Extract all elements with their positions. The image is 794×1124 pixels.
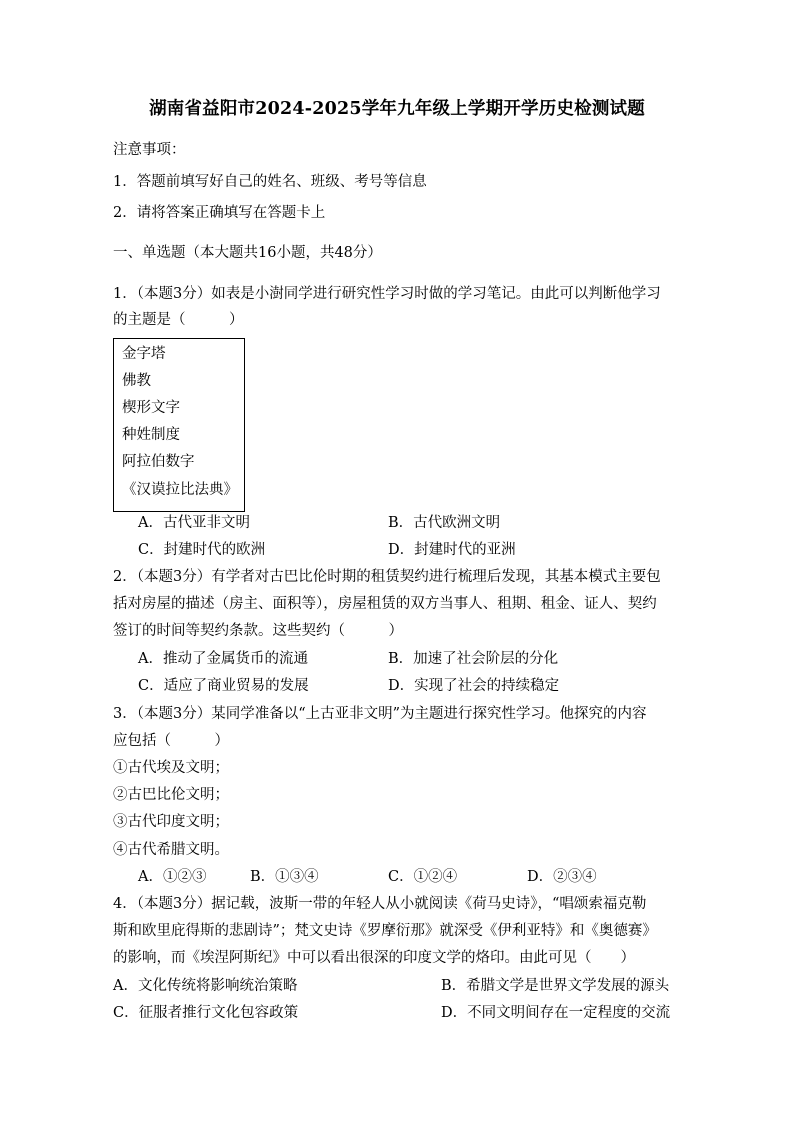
notice-item: 1．答题前填写好自己的姓名、班级、考号等信息 (113, 174, 427, 190)
answer-option[interactable]: B．①③④ (250, 869, 319, 885)
notes-row: 阿拉伯数字 (122, 454, 195, 470)
question-3-item: ②古巴比伦文明； (113, 787, 229, 803)
notice-item: 2．请将答案正确填写在答题卡上 (113, 205, 326, 221)
answer-option[interactable]: A．古代亚非文明 (138, 515, 250, 531)
notes-row: 楔形文字 (122, 400, 180, 416)
question-3-text: 3．（本题3分）某同学准备以“上古亚非文明”为主题进行探究性学习。他探究的内容 (113, 706, 647, 722)
question-1-text: 的主题是（ ） (113, 312, 244, 328)
answer-option[interactable]: B．加速了社会阶层的分化 (388, 651, 559, 667)
answer-option[interactable]: A．①②③ (138, 869, 207, 885)
question-2-text: 签订的时间等契约条款。这些契约（ ） (113, 623, 403, 639)
notice-heading: 注意事项： (113, 142, 186, 158)
question-3-item: ④古代希腊文明。 (113, 842, 229, 858)
answer-option[interactable]: D．实现了社会的持续稳定 (388, 678, 560, 694)
question-4-text: 4．（本题3分）据记载，波斯一带的年轻人从小就阅读《荷马史诗》，“唱颂索福克勒 (113, 896, 647, 912)
answer-option[interactable]: A．推动了金属货币的流通 (138, 651, 308, 667)
answer-option[interactable]: D．封建时代的亚洲 (388, 542, 516, 558)
question-3-item: ①古代埃及文明； (113, 760, 229, 776)
question-4-text: 斯和欧里庇得斯的悲剧诗”；梵文史诗《罗摩衍那》就深受《伊利亚特》和《奥德赛》 (113, 923, 657, 939)
question-3-item: ③古代印度文明； (113, 814, 229, 830)
question-1-text: 1．（本题3分）如表是小澍同学进行研究性学习时做的学习笔记。由此可以判断他学习 (113, 286, 661, 302)
question-3-text: 应包括（ ） (113, 733, 229, 749)
study-notes-table (113, 338, 245, 512)
question-2-text: 2．（本题3分）有学者对古巴比伦时期的租赁契约进行梳理后发现，其基本模式主要包 (113, 569, 661, 585)
answer-option[interactable]: C．征服者推行文化包容政策 (113, 1005, 299, 1021)
notes-row: 金字塔 (122, 346, 166, 362)
answer-option[interactable]: A．文化传统将影响统治策略 (113, 978, 298, 994)
question-2-text: 括对房屋的描述（房主、面积等），房屋租赁的双方当事人、租期、租金、证人、契约 (113, 596, 657, 612)
answer-option[interactable]: D．不同文明间存在一定程度的交流 (441, 1005, 671, 1021)
answer-option[interactable]: B．古代欧洲文明 (388, 515, 501, 531)
answer-option[interactable]: C．封建时代的欧洲 (138, 542, 266, 558)
question-4-text: 的影响，而《埃涅阿斯纪》中可以看出很深的印度文学的烙印。由此可见（ ） (113, 950, 635, 966)
notes-row: 佛教 (122, 373, 151, 389)
answer-option[interactable]: D．②③④ (527, 869, 597, 885)
section-heading: 一、单选题（本大题共16小题，共48分） (113, 245, 382, 261)
answer-option[interactable]: C．①②④ (388, 869, 458, 885)
answer-option[interactable]: C．适应了商业贸易的发展 (138, 678, 309, 694)
page-title: 湖南省益阳市2024-2025学年九年级上学期开学历史检测试题 (149, 99, 645, 119)
answer-option[interactable]: B．希腊文学是世界文学发展的源头 (441, 978, 670, 994)
notes-row: 《汉谟拉比法典》 (122, 482, 238, 498)
notes-row: 种姓制度 (122, 427, 180, 443)
